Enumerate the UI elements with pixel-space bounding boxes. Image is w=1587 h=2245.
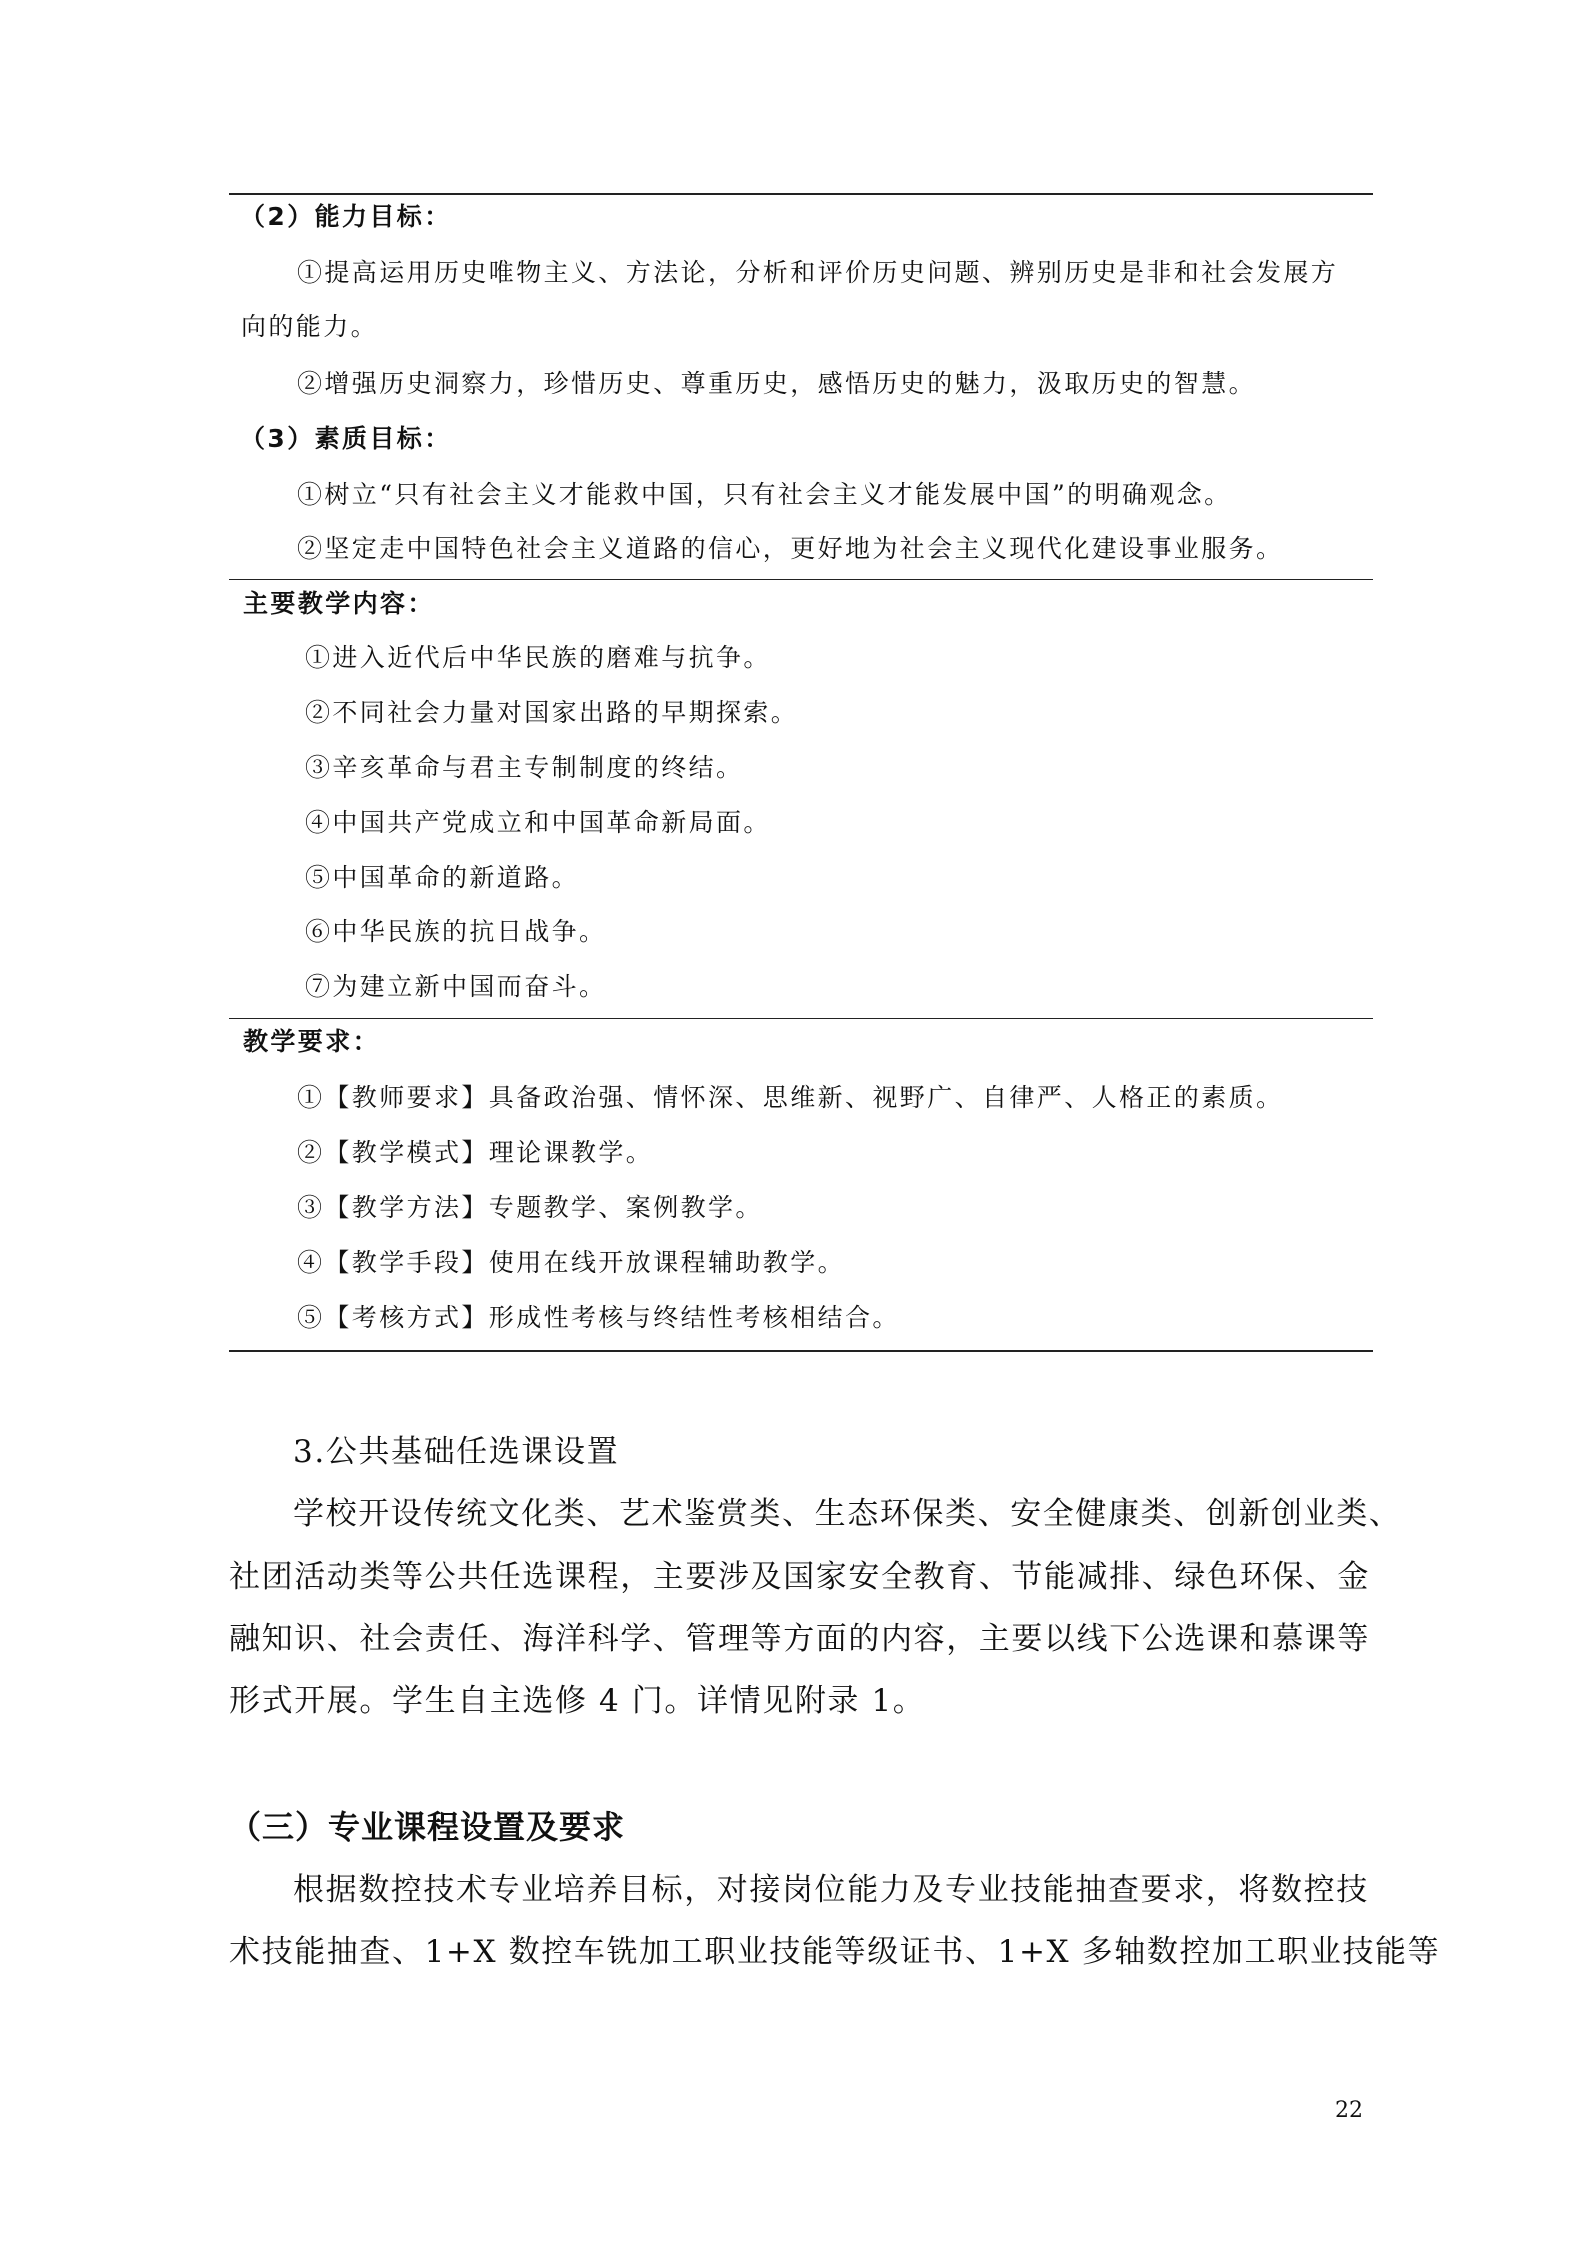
content-item: ⑤中国革命的新道路。 [305,863,580,892]
ability-goal-1-line1: ①提高运用历史唯物主义、方法论，分析和评价历史问题、辨别历史是非和社会发展方 [297,258,1339,287]
section-3-paragraph-line: 形式开展。学生自主选修 4 门。详情见附录 1。 [229,1683,926,1719]
quality-goal-1: ①树立“只有社会主义才能救中国，只有社会主义才能发展中国”的明确观念。 [297,480,1232,509]
table-bottom-border [229,1350,1373,1352]
ability-goal-2: ②增强历史洞察力，珍惜历史、尊重历史，感悟历史的魅力，汲取历史的智慧。 [297,369,1257,398]
table-top-border [229,193,1373,195]
content-item: ②不同社会力量对国家出路的早期探索。 [305,698,799,727]
ability-goal-1-line2: 向的能力。 [241,312,379,341]
major-courses-paragraph-line: 术技能抽查、1+X 数控车铣加工职业技能等级证书、1+X 多轴数控加工职业技能等 [229,1934,1441,1970]
main-content-title: 主要教学内容： [243,589,435,618]
table-divider-content [229,579,1373,580]
requirement-item: ④【教学手段】使用在线开放课程辅助教学。 [297,1248,846,1277]
major-courses-paragraph-line: 根据数控技术专业培养目标，对接岗位能力及专业技能抽查要求，将数控技 [293,1872,1369,1908]
table-divider-requirements [229,1018,1373,1019]
section-3-paragraph-line: 社团活动类等公共任选课程，主要涉及国家安全教育、节能减排、绿色环保、金 [229,1559,1370,1595]
content-item: ⑥中华民族的抗日战争。 [305,917,607,946]
major-courses-heading: （三）专业课程设置及要求 [229,1808,626,1846]
content-item: ⑦为建立新中国而奋斗。 [305,972,607,1001]
content-item: ③辛亥革命与君主专制制度的终结。 [305,753,744,782]
requirement-item: ①【教师要求】具备政治强、情怀深、思维新、视野广、自律严、人格正的素质。 [297,1083,1284,1112]
ability-goals-title: （2）能力目标： [240,202,452,231]
teaching-requirements-title: 教学要求： [243,1027,381,1056]
content-item: ①进入近代后中华民族的磨难与抗争。 [305,643,771,672]
quality-goals-title: （3）素质目标： [240,424,452,453]
requirement-item: ②【教学模式】理论课教学。 [297,1138,654,1167]
content-item: ④中国共产党成立和中国革命新局面。 [305,808,771,837]
section-3-paragraph-line: 学校开设传统文化类、艺术鉴赏类、生态环保类、安全健康类、创新创业类、 [293,1496,1402,1532]
page-number: 22 [1335,2098,1363,2123]
requirement-item: ⑤【考核方式】形成性考核与终结性考核相结合。 [297,1303,900,1332]
requirement-item: ③【教学方法】专题教学、案例教学。 [297,1193,763,1222]
section-3-paragraph-line: 融知识、社会责任、海洋科学、管理等方面的内容，主要以线下公选课和慕课等 [229,1621,1370,1657]
quality-goal-2: ②坚定走中国特色社会主义道路的信心，更好地为社会主义现代化建设事业服务。 [297,534,1284,563]
section-3-heading: 3.公共基础任选课设置 [293,1434,620,1470]
